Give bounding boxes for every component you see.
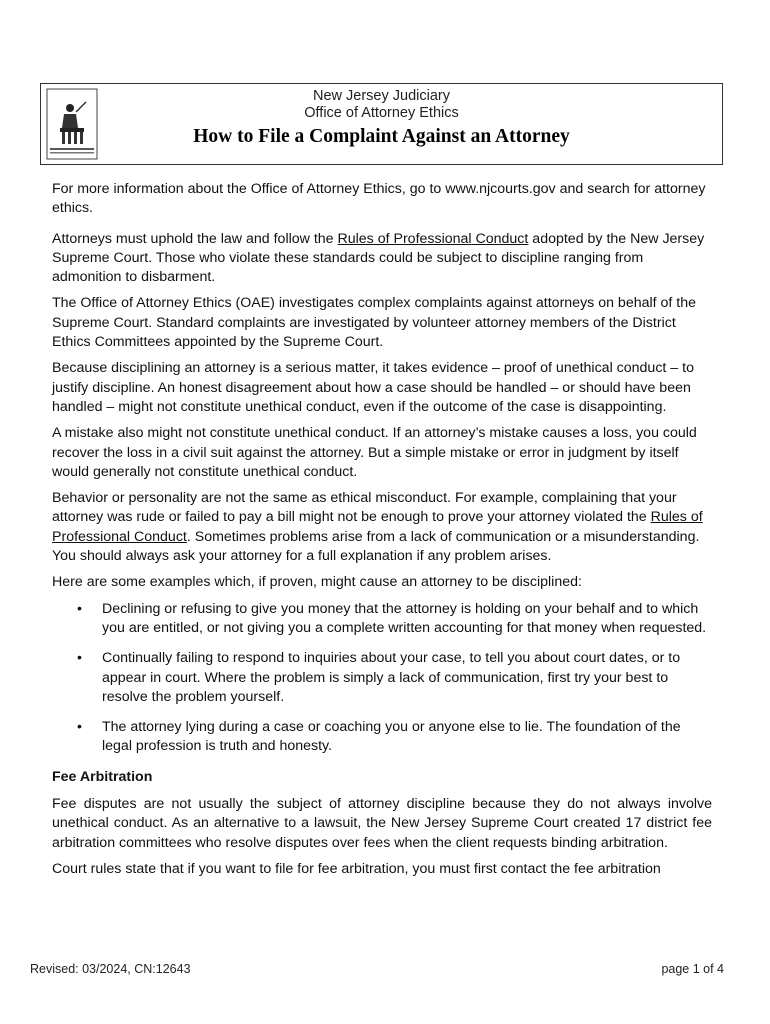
org-name: New Jersey Judiciary	[313, 88, 450, 104]
rules-of-professional-conduct-link[interactable]: Rules of Professional Conduct	[337, 230, 529, 247]
rules-of-professional-conduct-link-2[interactable]: Rules of Professional Conduct	[52, 509, 703, 545]
revision-footer: Revised: 03/2024, CN:12643	[30, 962, 191, 976]
paragraph-uphold-law: Attorneys must uphold the law and follow the Rules of Professional Conduct adopted by the New Jersey Supreme Court. Those who violate these standards could be subject to discipline ranging from admonition to disbarment.	[52, 230, 705, 286]
paragraph-mistake: A mistake also might not constitute unethical conduct. If an attorney’s mistake causes a loss, you could recover the loss in a civil suit against the attorney. But a simple mistake or error in judgment by itself would generally not constitute unethical conduct.	[52, 425, 697, 480]
paragraph-oae: The Office of Attorney Ethics (OAE) investigates complex complaints against attorneys on behalf of the Supreme Court. Standard complaints are investigated by volunteer attorney members of the District Ethics Committees appointed by the Supreme Court.	[52, 295, 697, 351]
paragraph-examples-intro: Here are some examples which, if proven, might cause an attorney to be disciplined:	[52, 574, 582, 591]
paragraph-evidence: Because disciplining an attorney is a serious matter, it takes evidence – proof of unethical conduct – to justify discipline. An honest disagreement about how a case should be handled – or should have been handled – might not constitute unethical conduct, even if the outcome of the case is disappointing.	[52, 360, 694, 415]
list-item: • The attorney lying during a case or coaching you or anyone else to lie. The foundation of the legal profession is truth and honesty.	[77, 719, 681, 755]
bullet-icon: •	[77, 650, 82, 667]
paragraph-court-rules: Court rules state that if you want to file for fee arbitration, you must first contact the fee arbitration	[52, 860, 661, 877]
page-title: How to File a Complaint Against an Attorney	[193, 126, 570, 147]
document-header	[40, 83, 723, 165]
page-number: page 1 of 4	[661, 962, 724, 976]
examples-list	[52, 600, 712, 757]
paragraph-behavior: Behavior or personality are not the same as ethical misconduct. For example, complaining that your attorney was rude or failed to pay a bill might not be enough to prove your attorney violated the Rules of Professional Conduct. Sometimes problems arise from a lack of communication or a misunderstanding. You should always ask your attorney for a full explanation if any problem arises.	[52, 490, 703, 565]
intro-paragraph: For more information about the Office of Attorney Ethics, go to www.njcourts.gov and search for attorney ethics.	[52, 181, 706, 217]
bullet-icon: •	[77, 719, 82, 736]
document-body	[52, 180, 712, 886]
bullet-icon: •	[77, 600, 82, 617]
office-name: Office of Attorney Ethics	[304, 105, 459, 121]
fee-arbitration-heading: Fee Arbitration	[52, 768, 153, 785]
list-item: • Continually failing to respond to inquiries about your case, to tell you about court dates, or to appear in court. Where the problem is simply a lack of communication, first try your best to resolve the problem yourself.	[77, 650, 681, 705]
list-item: • Declining or refusing to give you money that the attorney is holding on your behalf and to which you are entitled, or not giving you a complete written accounting for that money when requested.	[77, 600, 707, 636]
paragraph-fee-disputes: Fee disputes are not usually the subject of attorney discipline because they do not always involve unethical conduct. As an alternative to a lawsuit, the New Jersey Supreme Court created 17 district fee arbitration committees who resolve disputes over fees when the client requests binding arbitration.	[52, 796, 712, 851]
